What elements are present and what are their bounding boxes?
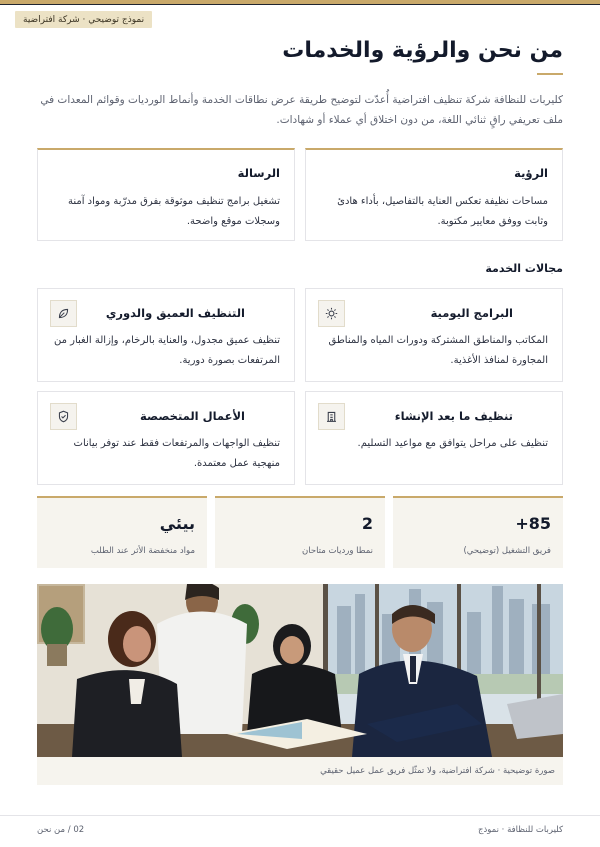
intro-paragraph: كليربات للنظافة شركة تنظيف افتراضية أُعدّت لتوضيح طريقة عرض نطاقات الخدمة وأنماط الورديات وقوائم المعدات في ملف تعريفي راقٍ ثنائي اللغة، من دون اختلاق أي عملاء أو شهادات.	[40, 94, 563, 126]
vision-text: مساحات نظيفة تعكس العناية بالتفاصيل، بأداء هادئ وثابت ووفق معايير مكتوبة.	[337, 196, 548, 227]
stat-value: 2	[361, 514, 373, 533]
service-text: تنظيف على مراحل يتوافق مع مواعيد التسليم.	[357, 438, 548, 449]
footer-page-number: 02 / من نحن	[37, 825, 85, 835]
service-card-specialized	[37, 391, 295, 485]
footer-brand: كليربات للنظافة · نموذج	[478, 825, 563, 835]
shield-check-icon	[50, 403, 77, 430]
service-title: البرامج اليومية	[430, 306, 513, 320]
leaf-icon	[50, 300, 77, 327]
service-text: تنظيف عميق مجدول، والعناية بالرخام، وإزالة الغبار من المرتفعات بصورة دورية.	[54, 335, 280, 366]
stat-eco	[37, 496, 207, 568]
document-tag: نموذج توضيحي · شركة افتراضية	[15, 11, 152, 28]
stat-label: مواد منخفضة الأثر عند الطلب	[90, 546, 195, 556]
top-accent-rule	[0, 0, 600, 4]
service-text: المكاتب والمناطق المشتركة ودورات المياه والمناطق المجاورة لمنافذ الأغذية.	[328, 335, 548, 366]
vision-title: الرؤية	[514, 166, 548, 180]
title-underline	[537, 73, 563, 75]
stat-shifts	[215, 496, 385, 568]
service-title: التنظيف العميق والدوري	[105, 306, 245, 320]
service-text: تنظيف الواجهات والمرتفعات فقط عند توفر بيانات منهجية عمل معتمدة.	[73, 438, 280, 469]
mission-title: الرسالة	[237, 166, 280, 180]
stat-value: +85	[515, 514, 551, 533]
service-title: الأعمال المتخصصة	[140, 409, 245, 423]
vision-card	[305, 148, 563, 241]
page-title: من نحن والرؤية والخدمات	[282, 38, 563, 63]
footer-divider	[0, 815, 600, 816]
stat-label: نمطا ورديات متاحان	[302, 546, 373, 556]
photo-caption: صورة توضيحية · شركة افتراضية، ولا تمثّل فريق عمل عميل حقيقي	[320, 766, 555, 776]
building-icon	[318, 403, 345, 430]
service-card-daily	[305, 288, 563, 382]
services-heading: مجالات الخدمة	[485, 262, 563, 275]
service-title: تنظيف ما بعد الإنشاء	[394, 409, 513, 423]
stat-team	[393, 496, 563, 568]
team-photo	[37, 584, 563, 757]
sun-icon	[318, 300, 345, 327]
mission-text: تشغيل برامج تنظيف موثوقة بفرق مدرّبة ومواد آمنة وسجلات موقع واضحة.	[67, 196, 280, 227]
stat-value: بيئي	[159, 514, 195, 533]
photo-caption-bar	[37, 757, 563, 785]
stat-label: فريق التشغيل (توضيحي)	[463, 546, 551, 556]
service-card-post-construction	[305, 391, 563, 485]
mission-card	[37, 148, 295, 241]
service-card-deep	[37, 288, 295, 382]
